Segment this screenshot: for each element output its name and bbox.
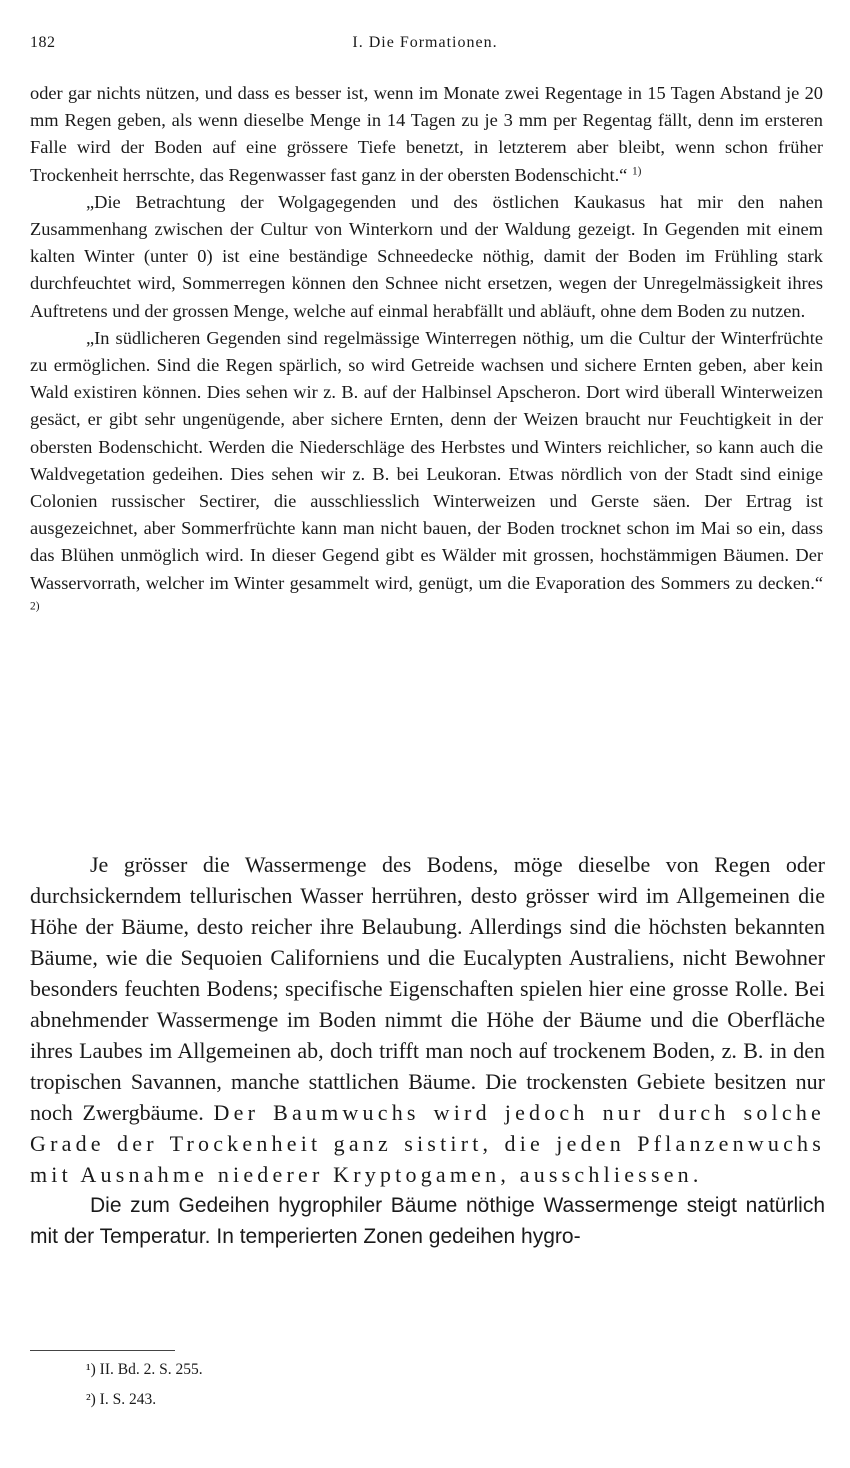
main-paragraph-1 xyxy=(30,849,825,1190)
footnote-divider xyxy=(30,1350,175,1351)
chapter-title: I. Die Formationen. xyxy=(352,34,498,51)
quoted-paragraph-2: „Die Betrachtung der Wolgagegenden und des östlichen Kaukasus hat mir den nahen Zusammenhang zwischen der Cultur von Winterkorn und der Waldung gezeigt. In Gegenden mit einem kalten Winter (unter 0) ist eine beständige Schneedecke nöthig, damit der Boden im Frühling stark durchfeuchtet wird, Sommerregen können den Schnee nicht ersetzen, wegen der Unregelmässigkeit ihres Auftretens und der grossen Menge, welche auf einmal herabfällt und abläuft, ohne dem Boden zu nutzen. xyxy=(30,191,823,321)
page-number: 182 xyxy=(30,34,56,51)
main-paragraph-1-text: Je grösser die Wassermenge des Bodens, möge dieselbe von Regen oder durchsickerndem tellurischen Wasser herrühren, desto grösser wird im Allgemeinen die Höhe der Bäume, desto reicher ihre Belaubung. Allerdings sind die höchsten bekannten Bäume, wie die Sequoien Californiens und die Eucalypten Australiens, nicht Bewohner besonders feuchten Bodens; specifische Eigenschaften spielen hier eine grosse Rolle. Bei abnehmender Wassermenge im Boden nimmt die Höhe der Bäume und die Oberfläche ihres Laubes im Allgemeinen ab, doch trifft man noch auf trockenem Boden, z. B. in den tropischen Savannen, manche stattlichen Bäume. Die trockensten Gebiete besitzen nur noch Zwergbäume. xyxy=(30,852,825,1125)
quoted-paragraph-3 xyxy=(30,325,823,624)
footnote-1: ¹) II. Bd. 2. S. 255. xyxy=(86,1361,203,1378)
footnote-2: ²) I. S. 243. xyxy=(86,1391,157,1408)
footnote-ref-1: 1) xyxy=(631,165,642,178)
running-head xyxy=(30,34,820,58)
main-text xyxy=(30,849,825,1252)
footnote-ref-2: 2) xyxy=(30,600,40,613)
quoted-paragraph-1-text: oder gar nichts nützen, und dass es besser ist, wenn im Monate zwei Regentage in 15 Tagen Abstand je 20 mm Regen geben, als wenn dieselbe Menge in 14 Tagen zu je 3 mm per Regentag fällt, denn im ersteren Falle wird der Boden auf eine grössere Tiefe benetzt, in letzterem aber bleibt, wenn schon früher Trockenheit herrschte, das Regenwasser fast ganz in der obersten Bodenschicht.“ xyxy=(30,83,823,185)
main-paragraph-2: Die zum Gedeihen hygrophiler Bäume nöthige Wassermenge steigt natürlich mit der Temperatur. In temperierten Zonen gedeihen hygro- xyxy=(30,1194,825,1248)
quoted-paragraph-1 xyxy=(30,80,823,189)
footnotes xyxy=(86,1355,486,1415)
main-paragraph-1-spaced-text: Der Baumwuchs wird jedoch nur durch solche Grade der Trockenheit ganz sistirt, die jeden Pflanzenwuchs mit Ausnahme niederer Kryptogamen, ausschliessen. xyxy=(30,1100,825,1187)
quoted-paragraph-3-text: „In südlicheren Gegenden sind regelmässige Winterregen nöthig, um die Cultur der Winterfrüchte zu ermöglichen. Sind die Regen spärlich, so wird Getreide wachsen und sichere Ernten geben, aber kein Wald existiren können. Dies sehen wir z. B. auf der Halbinsel Apscheron. Dort wird überall Winterweizen gesäct, er gibt sehr ungenügende, aber sichere Ernten, denn der Weizen braucht nur Feuchtigkeit in der obersten Bodenschicht. Werden die Niederschläge des Herbstes und Winters reichlicher, so kann auch die Waldvegetation gedeihen. Dies sehen wir z. B. bei Leukoran. Etwas nördlich von der Stadt sind einige Colonien russischer Sectirer, die ausschliesslich Winterweizen und Gerste säen. Der Ertrag ist ausgezeichnet, aber Sommerfrüchte kann man nicht bauen, der Boden trocknet schon im Mai so ein, dass das Blühen unmöglich wird. In dieser Gegend gibt es Wälder mit grossen, hochstämmigen Bäumen. Der Wasservorrath, welcher im Winter gesammelt wird, genügt, um die Evaporation des Sommers zu decken.“ xyxy=(30,327,823,593)
quoted-passage xyxy=(30,80,823,624)
